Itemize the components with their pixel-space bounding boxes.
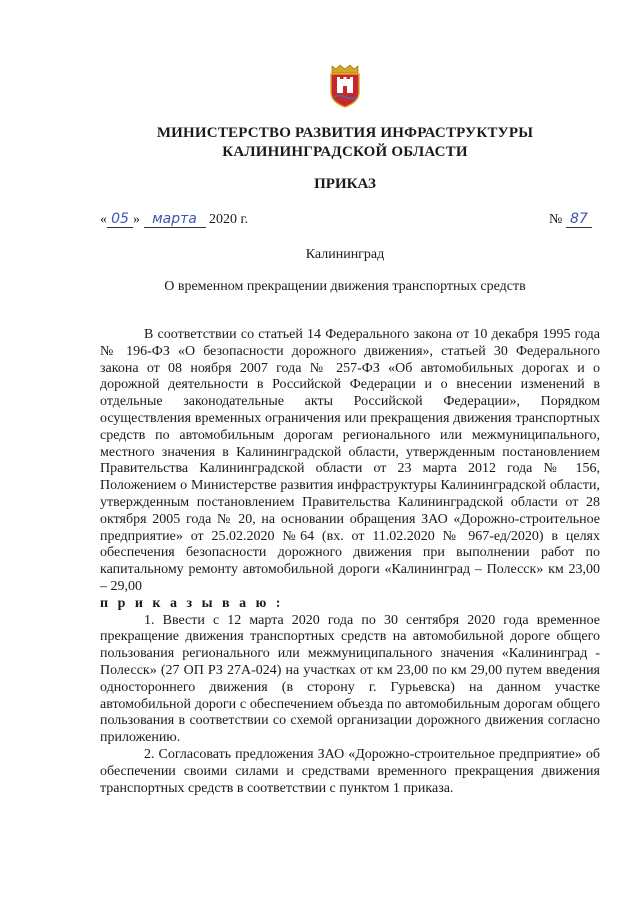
ministry-line-1: МИНИСТЕРСТВО РАЗВИТИЯ ИНФРАСТРУКТУРЫ [156, 125, 534, 141]
order-subject: О временном прекращении движения транспортных средств [164, 279, 526, 294]
order-number [549, 211, 592, 228]
city-name: Калининград [305, 247, 385, 262]
date-open-quote: « [100, 212, 107, 227]
order-body [100, 327, 600, 797]
order-item-2: 2. Согласовать предложения ЗАО «Дорожно-строительное предприятие» об обеспечении своими силами и средствами временного прекращения движения транспортных средств в соответствии с пунктом 1 приказа. [100, 746, 600, 796]
order-item-1: 1. Ввести с 12 марта 2020 года по 30 сентября 2020 года временное прекращение движения транспортных средств на автомобильной дороге общего пользования регионального или межмуниципального значения «Калининград - Полесск» (27 ОП РЗ 27А-024) на участках от км 23,00 по км 29,00 путем введения одностороннего движения (в сторону г. Гурьевска) на данном участке автомобильной дороги с обеспечением объезда по автомобильным дорогам общего пользования в соответствии со схемой организации дорожного движения согласно приложению. [100, 612, 600, 746]
preamble-paragraph: В соответствии со статьей 14 Федерального закона от 10 декабря 1995 года № 196-ФЗ «О безопасности дорожного движения», статьей 30 Федерального закона от 08 ноября 2007 года № 257-ФЗ «Об автомобильных дорогах и о дорожной деятельности в Российской Федерации и о внесении изменений в отдельные законодательные акты Российской Федерации», Порядком осуществления временных ограничения или прекращения движения транспортных средств по автомобильным дорогам регионального или межмуниципального, местного значения в Калининградской области, утвержденным постановлением Правительства Калининградской области от 23 марта 2012 года № 156, Положением о Министерстве развития инфраструктуры Калининградской области, утвержденным постановлением Правительства Калининградской области от 28 октября 2005 года № 20, на основании обращения ЗАО «Дорожно-строительное предприятие» от 25.02.2020 №64 (вх. от 11.02.2020 № 967-ед/2020) в целях обеспечения безопасности дорожного движения при выполнении работ по капитальному ремонту автомобильной дороги «Калининград – Полесск» км 23,00 – 29,00 [100, 327, 600, 594]
ministry-name [90, 124, 600, 162]
coat-of-arms-icon [328, 64, 362, 108]
number-label: № [549, 212, 563, 227]
date-day: 05 [107, 211, 133, 228]
ministry-line-2: КАЛИНИНГРАДСКОЙ ОБЛАСТИ [222, 144, 468, 160]
document-type: ПРИКАЗ [314, 176, 376, 192]
number-value: 87 [566, 211, 592, 228]
date-month: марта [144, 211, 206, 228]
orders-word: п р и к а з ы в а ю : [100, 595, 284, 611]
date-year: 2020 г. [209, 212, 249, 227]
date-close-quote: » [133, 212, 140, 227]
order-date [100, 211, 248, 228]
